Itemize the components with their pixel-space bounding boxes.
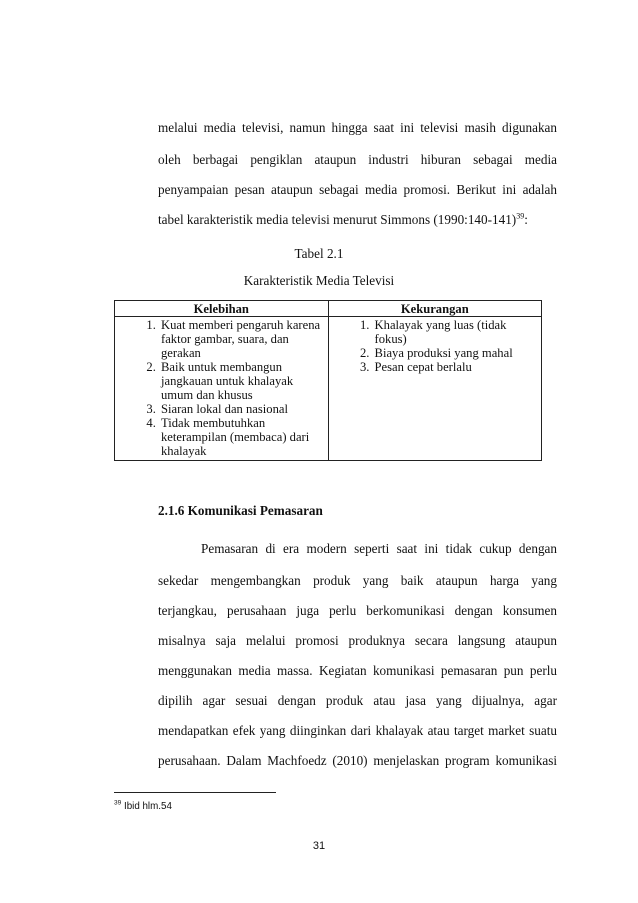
footnote-reference: 39: [516, 211, 525, 221]
body-text: tabel karakteristik media televisi menurut Simmons (1990:140-141): [158, 212, 517, 227]
kekurangan-cell: [328, 317, 541, 461]
list-item: 4. Tidak membutuhkan keterampilan (membaca) dari khalayak: [159, 416, 328, 458]
body-text-line: mendapatkan efek yang diinginkan dari khalayak atau target market suatu: [158, 723, 557, 738]
list-item: 1. Khalayak yang luas (tidak fokus): [373, 318, 541, 346]
section-heading: 2.1.6 Komunikasi Pemasaran: [158, 503, 323, 518]
body-text-line: terjangkau, perusahaan juga perlu berkomunikasi dengan konsumen: [158, 603, 557, 618]
body-text: :: [524, 212, 528, 227]
body-text-line: melalui media televisi, namun hingga saat ini televisi masih digunakan: [158, 120, 557, 135]
characteristics-table: [114, 300, 542, 461]
body-text-line: sekedar mengembangkan produk yang baik ataupun harga yang: [158, 573, 557, 588]
table-row: [115, 317, 542, 461]
kelebihan-cell: [115, 317, 329, 461]
kelebihan-list: [115, 318, 328, 458]
list-item: 2. Biaya produksi yang mahal: [373, 346, 541, 360]
list-item: 2. Baik untuk membangun jangkauan untuk khalayak umum dan khusus: [159, 360, 328, 402]
body-text-line: penyampaian pesan ataupun sebagai media promosi. Berikut ini adalah: [158, 182, 557, 197]
page-number: 31: [312, 840, 326, 852]
kekurangan-list: [329, 318, 541, 374]
list-item: 3. Pesan cepat berlalu: [373, 360, 541, 374]
table-header-row: [115, 301, 542, 317]
footnote-text: Ibid hlm.54: [123, 801, 172, 812]
column-header-kekurangan: Kekurangan: [328, 301, 541, 317]
body-text-line: misalnya saja melalui promosi produknya secara langsung ataupun: [158, 633, 557, 648]
column-header-kelebihan: Kelebihan: [115, 301, 329, 317]
footnote: [114, 801, 172, 812]
body-text-line: dipilih agar sesuai dengan produk atau jasa yang dijualnya, agar: [158, 693, 557, 708]
list-item: 1. Kuat memberi pengaruh karena faktor gambar, suara, dan gerakan: [159, 318, 328, 360]
footnote-number: 39: [114, 799, 122, 807]
table-title: Karakteristik Media Televisi: [243, 273, 395, 288]
body-text-line: perusahaan. Dalam Machfoedz (2010) menjelaskan program komunikasi: [158, 753, 557, 768]
footnote-separator: [114, 792, 276, 793]
body-text-line: menggunakan media massa. Kegiatan komunikasi pemasaran pun perlu: [158, 663, 557, 678]
body-text-line: Pemasaran di era modern seperti saat ini tidak cukup dengan: [201, 541, 557, 556]
list-item: 3. Siaran lokal dan nasional: [159, 402, 328, 416]
body-text-line: [158, 212, 557, 228]
body-text-line: oleh berbagai pengiklan ataupun industri hiburan sebagai media: [158, 152, 557, 167]
table-number: Tabel 2.1: [294, 246, 344, 261]
